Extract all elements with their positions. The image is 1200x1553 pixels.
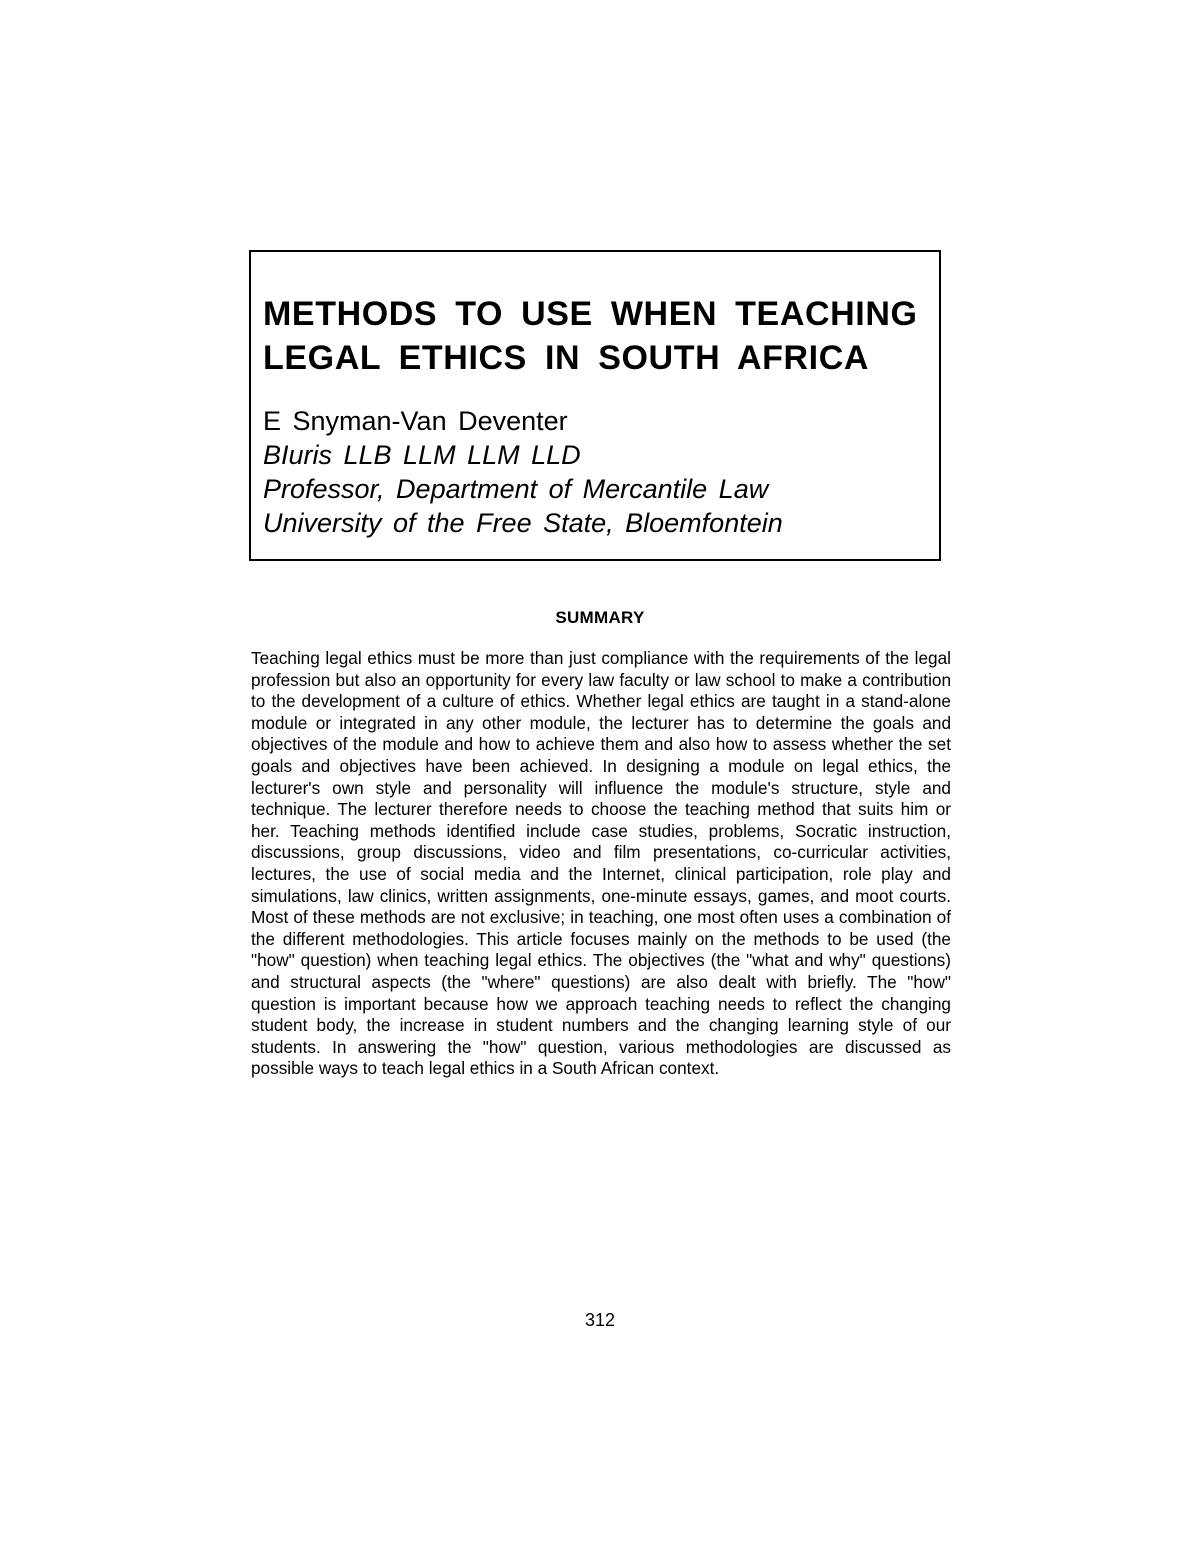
author-block xyxy=(263,404,927,540)
summary-paragraph: Teaching legal ethics must be more than just compliance with the requirements of the legal profession but also an opportunity for every law faculty or law school to make a contribution to the development of a culture of ethics. Whether legal ethics are taught in a stand-alone module or integrated in any other module, the lecturer has to determine the goals and objectives of the module and how to achieve them and also how to assess whether the set goals and objectives have been achieved. In designing a module on legal ethics, the lecturer's own style and personality will influence the module's structure, style and technique. The lecturer therefore needs to choose the teaching method that suits him or her. Teaching methods identified include case studies, problems, Socratic instruction, discussions, group discussions, video and film presentations, co-curricular activities, lectures, the use of social media and the Internet, clinical participation, role play and simulations, law clinics, written assignments, one-minute essays, games, and moot courts. Most of these methods are not exclusive; in teaching, one most often uses a combination of the different methodologies. This article focuses mainly on the methods to be used (the "how" question) when teaching legal ethics. The objectives (the "what and why" questions) and structural aspects (the "where" questions) are also dealt with briefly. The "how" question is important because how we approach teaching needs to reflect the changing student body, the increase in student numbers and the changing learning style of our students. In answering the "how" question, various methodologies are discussed as possible ways to teach legal ethics in a South African context. xyxy=(251,648,951,1079)
title-box xyxy=(249,250,941,561)
page-number: 312 xyxy=(584,1310,616,1330)
article-title-line-1: METHODS TO USE WHEN TEACHING xyxy=(263,295,918,333)
author-position: Professor, Department of Mercantile Law xyxy=(263,474,769,504)
article-title-line-2: LEGAL ETHICS IN SOUTH AFRICA xyxy=(263,339,870,377)
author-degrees: BIuris LLB LLM LLM LLD xyxy=(263,440,581,470)
author-name: E Snyman-Van Deventer xyxy=(263,406,568,436)
author-institution: University of the Free State, Bloemfontein xyxy=(263,508,783,538)
summary-heading: SUMMARY xyxy=(555,608,645,627)
